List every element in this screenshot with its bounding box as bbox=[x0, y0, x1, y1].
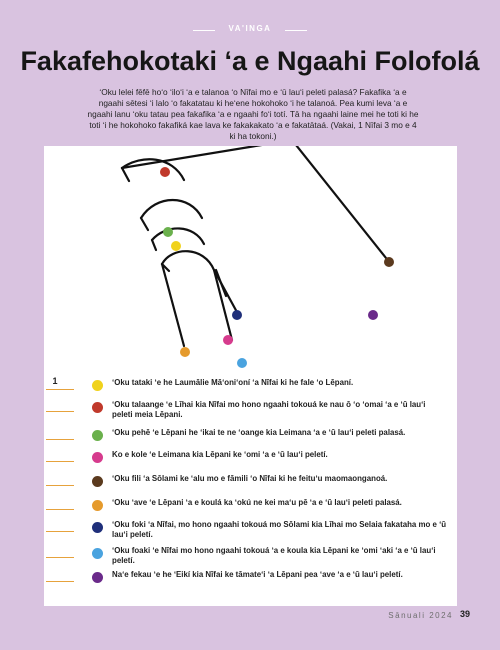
clue-item bbox=[44, 496, 457, 520]
dot-green bbox=[163, 227, 173, 237]
dot-orange bbox=[180, 347, 190, 357]
answer-blank[interactable] bbox=[46, 581, 74, 582]
line-bottom-arch bbox=[162, 251, 232, 340]
color-dot-icon bbox=[92, 548, 103, 559]
clue-text: Naʻe fekau ʻe he ʻEikí kia Nīfai ke tāmateʻi ʻa Lēpani pea ʻave ʻa e ʻū lauʻi peletí. bbox=[112, 570, 403, 579]
clue-text: ʻOku ʻave ʻe Lēpani ʻa e koulá ka ʻokú ne kei maʻu pē ʻa e ʻū lauʻi peleti palasá. bbox=[112, 498, 402, 507]
picture-dots bbox=[160, 167, 394, 368]
page-number: 39 bbox=[459, 609, 470, 619]
line-mid-arch bbox=[141, 200, 202, 218]
clue-item bbox=[44, 568, 457, 592]
clue-text: ʻOku foki ʻa Nīfai, mo hono ngaahi tokouá mo Sōlami kia Līhai mo Selaia fakataha mo e ʻū lauʻi peletí. bbox=[112, 520, 447, 539]
clue-item bbox=[44, 448, 457, 472]
clue-item bbox=[44, 518, 457, 542]
color-dot-icon bbox=[92, 572, 103, 583]
dot-red bbox=[160, 167, 170, 177]
color-dot-icon bbox=[92, 522, 103, 533]
color-dot-icon bbox=[92, 430, 103, 441]
answer-blank[interactable] bbox=[46, 439, 74, 440]
dot-brown bbox=[384, 257, 394, 267]
dot-navy bbox=[232, 310, 242, 320]
clue-text: ʻOku talaange ʻe Līhai kia Nīfai mo hono ngaahi tokouá ke nau ō ʻo ʻomai ʻa e ʻū lauʻi peleti meia Lēpani. bbox=[112, 400, 426, 419]
color-dot-icon bbox=[92, 402, 103, 413]
dot-yellow bbox=[171, 241, 181, 251]
dot-purple bbox=[368, 310, 378, 320]
color-dot-icon bbox=[92, 380, 103, 391]
dot-blue bbox=[237, 358, 247, 368]
clue-item bbox=[44, 398, 457, 422]
answer-blank[interactable] bbox=[46, 557, 74, 558]
line-mid-leg bbox=[141, 218, 148, 230]
answer-blank[interactable] bbox=[46, 411, 74, 412]
line-bottom-left-leg bbox=[162, 264, 184, 346]
color-dot-icon bbox=[92, 452, 103, 463]
answer-blank[interactable] bbox=[46, 389, 74, 390]
dot-pink bbox=[223, 335, 233, 345]
answer-blank[interactable] bbox=[46, 485, 74, 486]
clue-text: ʻOku fili ʻa Sōlami ke ʻalu mo e fāmili ʻo Nīfai ki he feituʻu maomaonganoá. bbox=[112, 474, 388, 483]
color-dot-icon bbox=[92, 476, 103, 487]
clue-item bbox=[44, 544, 457, 568]
clue-text: ʻOku tataki ʻe he Laumālie Māʻoniʻoní ʻa Nīfai ki he fale ʻo Lēpaní. bbox=[112, 378, 354, 387]
connect-the-dots-picture bbox=[44, 146, 457, 376]
clue-text: Ko e kole ʻe Leimana kia Lēpani ke ʻomi ʻa e ʻū lauʻi peletí. bbox=[112, 450, 328, 459]
picture-lines bbox=[122, 146, 386, 346]
answer-blank[interactable] bbox=[46, 509, 74, 510]
tag-line-right bbox=[285, 30, 307, 31]
clue-text: ʻOku pehē ʻe Lēpani he ʻikai te ne ʻoange kia Leimana ʻa e ʻū lauʻi peleti palasá. bbox=[112, 428, 406, 437]
intro-text: ʻOku lelei fēfē hoʻo ʻiloʻi ʻa e talanoa ʻo Nīfai mo e ʻū lauʻi peleti palasá? Fakafika ʻa e ngaahi sētesi ʻi lalo ʻo fakatatau ki heʻene hokohoko ʻi he talanoá. Pea kumi leva ʻa e ngaahi lanu ʻoku tatau pea fakafika ʻa e ngaahi foʻi totí. Tā ha ngaahi laine mei he toti ki he toti ʻi he hokohoko fakafiká kae lava ke fakakakato ʻa e fakatātaá. (Vakai, 1 Nīfai 3 mo e 4 ki ha tokoni.) bbox=[87, 87, 419, 141]
color-dot-icon bbox=[92, 500, 103, 511]
puzzle-panel bbox=[44, 146, 457, 606]
clue-item bbox=[44, 376, 457, 400]
clue-item bbox=[44, 472, 457, 496]
answer-blank[interactable] bbox=[46, 531, 74, 532]
clue-number: 1 bbox=[52, 376, 58, 386]
clue-item bbox=[44, 426, 457, 450]
page-title: Fakafehokotaki ʻa e Ngaahi Folofolá bbox=[20, 46, 480, 76]
footer-month: Sānuali 2024 bbox=[388, 611, 453, 620]
line-top-leg bbox=[122, 168, 129, 181]
clue-text: ʻOku foaki ʻe Nīfai mo hono ngaahi tokouá ʻa e koula kia Lēpani ke ʻomi ʻaki ʻa e ʻū lauʻi peletí. bbox=[112, 546, 436, 565]
section-tag-label: VA'INGA bbox=[228, 24, 272, 33]
line-low-leg bbox=[152, 240, 156, 250]
answer-blank[interactable] bbox=[46, 461, 74, 462]
